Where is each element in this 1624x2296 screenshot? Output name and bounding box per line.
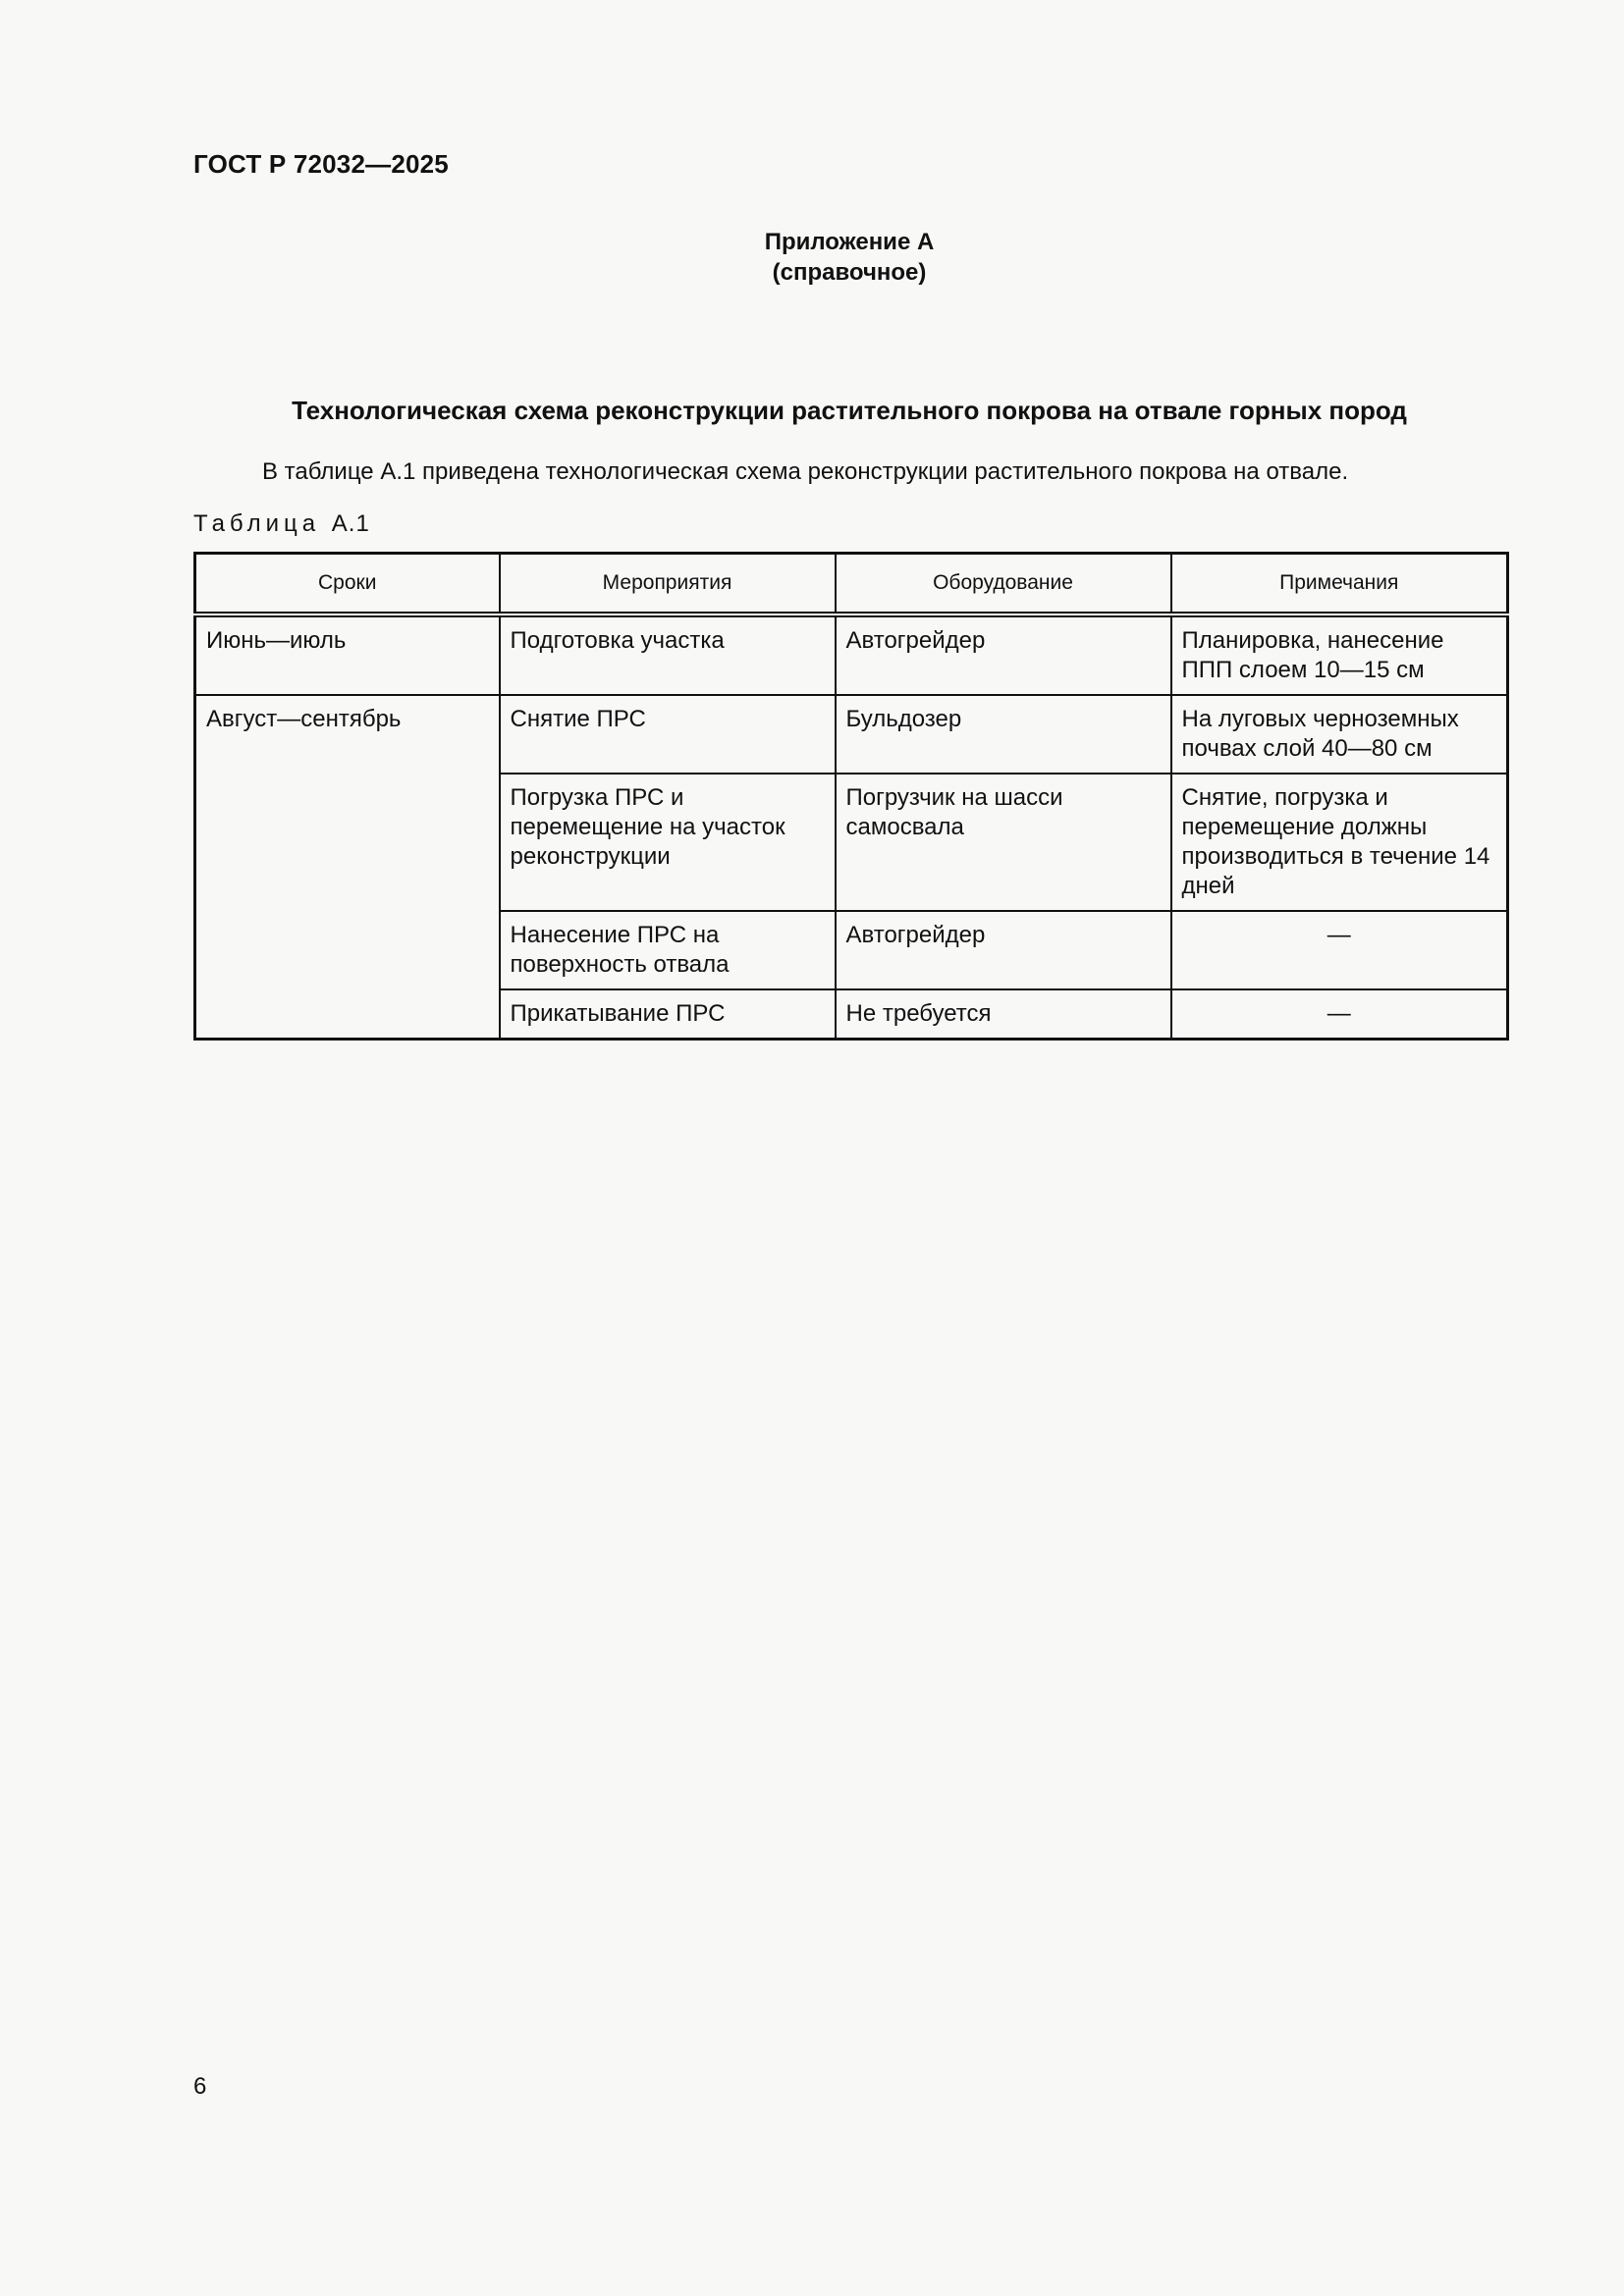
table-caption: [193, 510, 370, 538]
cell-equipment: Автогрейдер: [836, 911, 1171, 989]
cell-activity: Погрузка ПРС и перемещение на участок реконструкции: [500, 774, 836, 911]
appendix-title: Приложение А: [764, 229, 935, 255]
cell-equipment: Бульдозер: [836, 695, 1171, 774]
cell-note: Планировка, нанесение ППП слоем 10—15 см: [1171, 614, 1508, 695]
cell-period: Июнь—июль: [195, 614, 500, 695]
cell-activity: Снятие ПРС: [500, 695, 836, 774]
table-row: [195, 695, 1508, 774]
appendix-subtitle: (справочное): [772, 259, 927, 286]
table-caption-number: А.1: [331, 510, 370, 537]
cell-note: —: [1171, 989, 1508, 1040]
header-equipment: Оборудование: [836, 554, 1171, 615]
cell-activity: Нанесение ПРС на поверхность отвала: [500, 911, 836, 989]
header-period: Сроки: [195, 554, 500, 615]
cell-note: На луговых черноземных почвах слой 40—80 см: [1171, 695, 1508, 774]
cell-note: —: [1171, 911, 1508, 989]
cell-activity: Прикатывание ПРС: [500, 989, 836, 1040]
table-caption-word: Таблица: [193, 510, 321, 537]
intro-paragraph: В таблице А.1 приведена технологическая схема реконструкции растительного покрова на отвале.: [262, 458, 1349, 485]
header-note: Примечания: [1171, 554, 1508, 615]
header-activity: Мероприятия: [500, 554, 836, 615]
page-number: 6: [193, 2073, 207, 2100]
cell-note: Снятие, погрузка и перемещение должны производиться в течение 14 дней: [1171, 774, 1508, 911]
cell-equipment: Погрузчик на шасси самосвала: [836, 774, 1171, 911]
table-row: [195, 614, 1508, 695]
section-title: Технологическая схема реконструкции растительного покрова на отвале горных пород: [292, 396, 1407, 425]
appendix-heading: [0, 227, 1624, 288]
document-code: ГОСТ Р 72032—2025: [193, 149, 449, 179]
schema-table: [193, 552, 1509, 1041]
cell-activity: Подготовка участка: [500, 614, 836, 695]
cell-period: Август—сентябрь: [195, 695, 500, 1040]
cell-equipment: Автогрейдер: [836, 614, 1171, 695]
cell-equipment: Не требуется: [836, 989, 1171, 1040]
table-header-row: [195, 554, 1508, 615]
